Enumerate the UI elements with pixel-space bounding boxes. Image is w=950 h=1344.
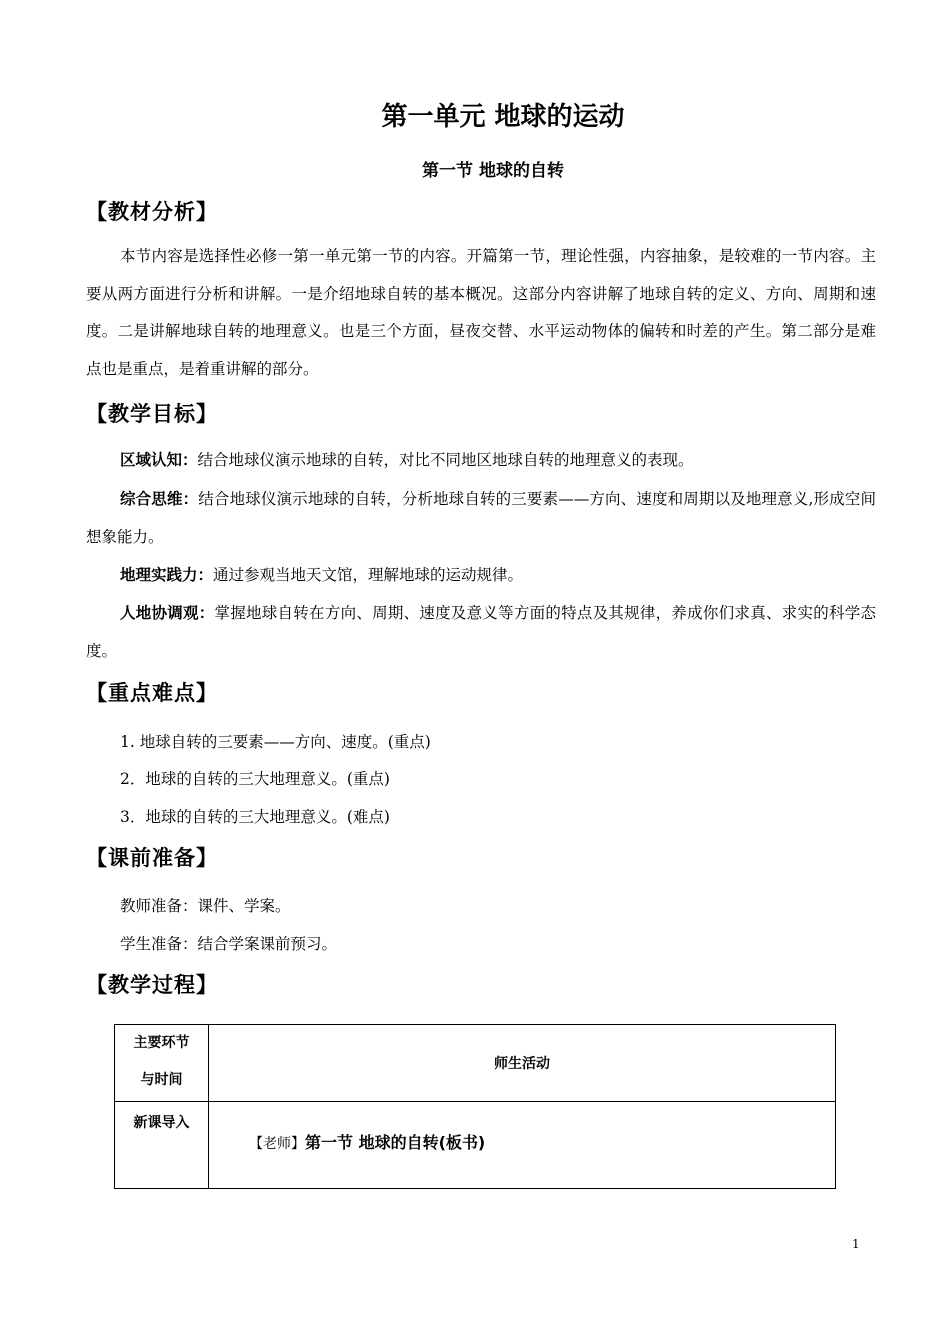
objective-geographic-practice [86,556,876,594]
unit-title: 第一单元 地球的运动 [381,102,625,132]
objective-label: 区域认知： [120,451,198,469]
teacher-tag: 【老师】 [249,1136,305,1152]
table-header-row [115,1025,836,1102]
board-suffix: (板书) [438,1133,486,1152]
heading-teaching-process: 【教学过程】 [86,973,218,997]
heading-key-points: 【重点难点】 [86,681,218,705]
heading-preparation: 【课前准备】 [86,846,218,870]
section-title: 第一节 地球的自转 [422,161,564,181]
page-number: 1 [852,1237,860,1251]
board-text: 第一节 地球的自转 [305,1133,439,1152]
objective-text: 掌握地球自转在方向、周期、速度及意义等方面的特点及其规律，养成你们求真、求实的科学态度。 [86,604,876,660]
objective-human-earth-harmony [86,594,876,670]
preparation-student: 学生准备：结合学案课前预习。 [120,935,338,953]
header-stage-time [115,1025,209,1102]
objective-label: 人地协调观： [120,604,215,622]
activity-cell [209,1102,836,1189]
objective-label: 综合思维： [120,490,199,508]
preparation-teacher: 教师准备：课件、学案。 [120,897,291,915]
header-stage-line2: 与时间 [140,1072,183,1088]
objective-text: 结合地球仪演示地球的自转，分析地球自转的三要素——方向、速度和周期以及地理意义,形成空间想象能力。 [86,490,876,546]
objective-text: 结合地球仪演示地球的自转，对比不同地区地球自转的地理意义的表现。 [197,451,694,469]
stage-new-lesson-intro: 新课导入 [115,1102,209,1189]
header-stage-line1: 主要环节 [133,1035,190,1051]
objective-integrated-thinking [86,480,876,556]
key-point-item: 1. 地球自转的三要素——方向、速度。(重点) [120,733,431,751]
heading-teaching-objectives: 【教学目标】 [86,402,218,426]
header-activities: 师生活动 [209,1025,836,1102]
teaching-process-table [114,1024,836,1189]
objective-text: 通过参观当地天文馆，理解地球的运动规律。 [213,566,524,584]
key-point-item: 2．地球的自转的三大地理意义。(重点) [120,770,390,788]
key-point-item: 3．地球的自转的三大地理意义。(难点) [120,808,390,826]
table-row [115,1102,836,1189]
objective-label: 地理实践力： [120,566,214,584]
activity-text [249,1130,485,1153]
heading-textbook-analysis: 【教材分析】 [86,200,218,224]
objective-regional-cognition [86,441,876,479]
textbook-analysis-paragraph: 本节内容是选择性必修一第一单元第一节的内容。开篇第一节，理论性强，内容抽象，是较难的一节内容。主要从两方面进行分析和讲解。一是介绍地球自转的基本概况。这部分内容讲解了地球自转的定义、方向、周期和速度。二是讲解地球自转的地理意义。也是三个方面，昼夜交替、水平运动物体的偏转和时差的产生。第二部分是难点也是重点，是着重讲解的部分。 [86,247,876,378]
